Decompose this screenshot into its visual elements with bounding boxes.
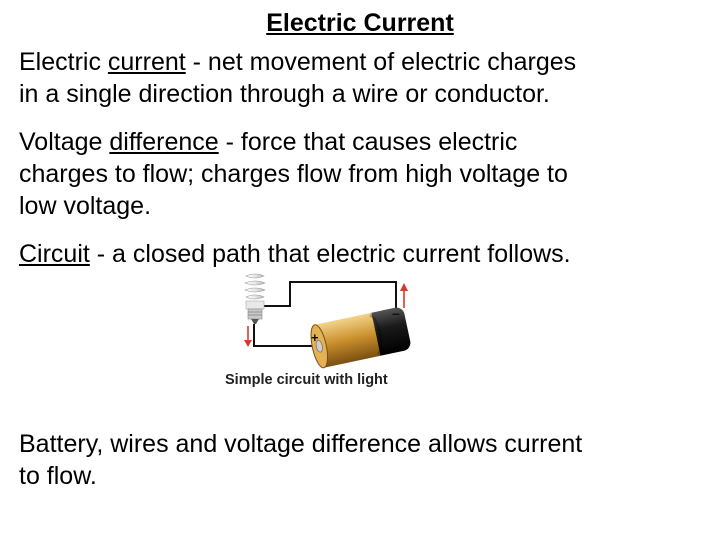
definition-line bbox=[19, 46, 709, 78]
definition-electric-current bbox=[19, 46, 709, 110]
term-underlined: current bbox=[107, 48, 186, 76]
circuit-diagram bbox=[218, 266, 418, 376]
definition-line: low voltage. bbox=[19, 192, 152, 220]
summary-paragraph bbox=[19, 428, 709, 492]
term-prefix: Electric bbox=[19, 48, 108, 76]
definition-line: charges to flow; charges flow from high voltage to bbox=[19, 160, 568, 188]
term-prefix: Voltage bbox=[19, 128, 110, 156]
light-bulb-icon bbox=[245, 274, 265, 324]
slide-title: Electric Current bbox=[266, 9, 454, 37]
summary-line: to flow. bbox=[19, 462, 97, 490]
definition-text: - force that causes electric bbox=[218, 128, 518, 156]
summary-line: Battery, wires and voltage difference allows current bbox=[19, 430, 583, 458]
definition-line bbox=[19, 238, 709, 268]
definition-line bbox=[19, 126, 709, 158]
definition-circuit bbox=[19, 238, 709, 268]
definition-text: - net movement of electric charges bbox=[185, 48, 577, 76]
arrow-down-icon bbox=[244, 326, 252, 347]
definition-text: - a closed path that electric current follows. bbox=[89, 240, 571, 268]
battery-plus-label: + bbox=[311, 330, 319, 345]
battery-minus-label: – bbox=[392, 305, 400, 321]
term-underlined: difference bbox=[109, 128, 219, 156]
figure-caption: Simple circuit with light bbox=[225, 372, 388, 388]
definition-voltage-difference bbox=[19, 126, 709, 222]
term-underlined: Circuit bbox=[19, 240, 90, 268]
arrow-up-icon bbox=[400, 283, 408, 308]
definition-line: in a single direction through a wire or conductor. bbox=[19, 80, 550, 108]
